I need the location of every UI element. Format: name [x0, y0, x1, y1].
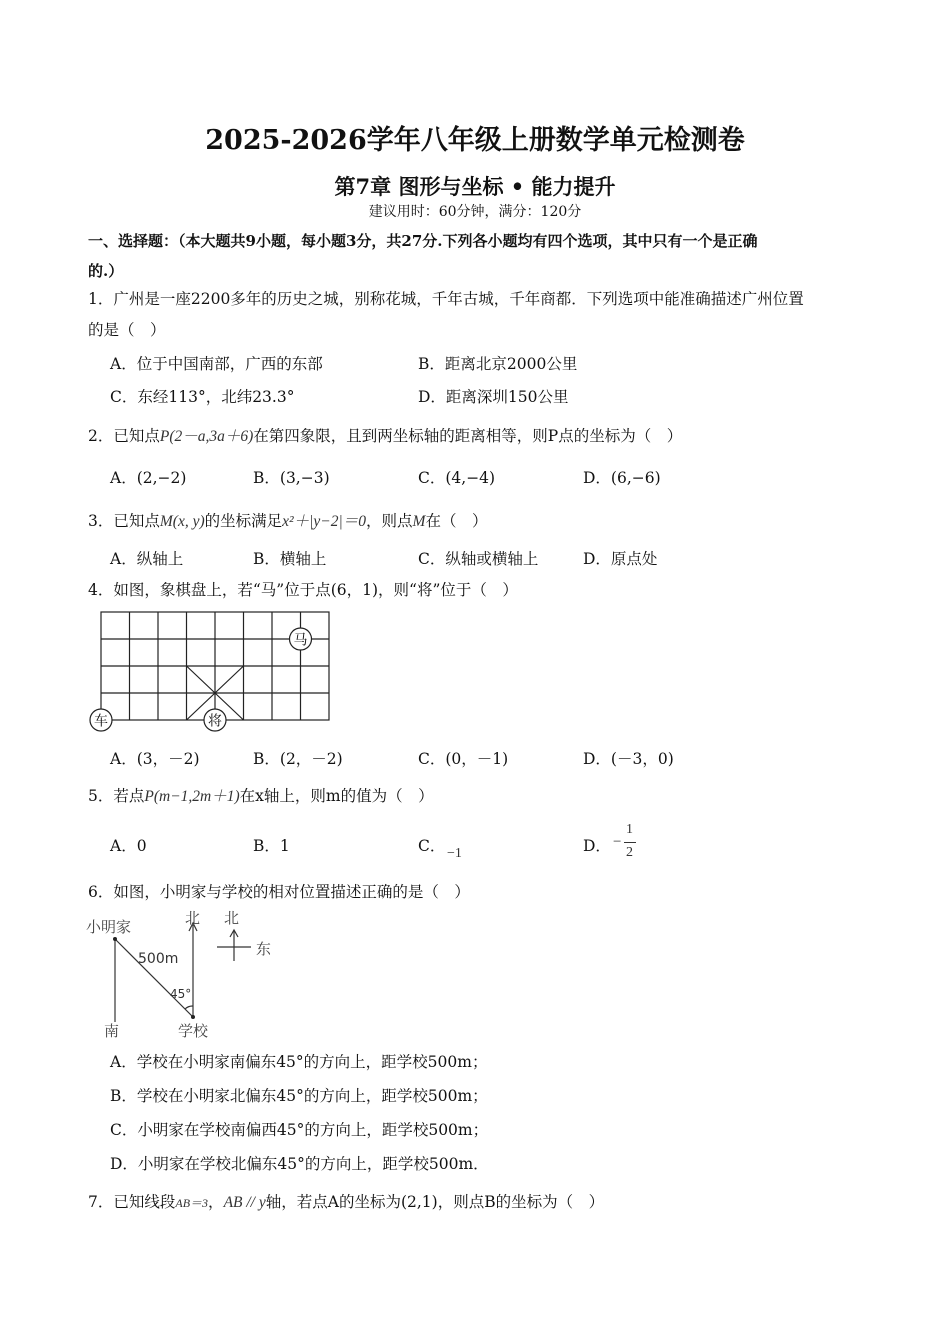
- q7-sep: ，: [208, 1193, 224, 1211]
- q5-option-d-denominator: 2: [626, 845, 633, 860]
- q1-option-c: C．东经113°，北纬23.3°: [110, 388, 295, 406]
- q2-option-c: C．(4,−4): [418, 469, 496, 487]
- section-heading-line2: 的.）: [88, 262, 124, 280]
- q2-point-formula: P(2－a,3a＋6): [159, 428, 254, 445]
- q2-stem: [88, 424, 682, 446]
- home-point: [113, 937, 117, 941]
- q5-stem-post: 在x轴上，则m的值为（ ）: [239, 787, 434, 805]
- q5-option-a: A．0: [110, 837, 147, 855]
- q3-stem: [88, 509, 487, 531]
- chapter-subtitle: 第7章 图形与坐标 • 能力提升: [334, 174, 616, 199]
- piece-jiang-label: 将: [208, 713, 222, 730]
- q3-stem-post: 在（ ）: [425, 512, 488, 530]
- q6-option-a: A．学校在小明家南偏东45°的方向上，距学校500m；: [110, 1053, 488, 1071]
- q1-stem-line2: 的是（ ）: [88, 321, 166, 339]
- q3-point-formula: M(x, y): [159, 513, 205, 530]
- q6-option-d: D．小明家在学校北偏东45°的方向上，距学校500m．: [110, 1155, 489, 1173]
- label-north-2: 北: [224, 909, 240, 927]
- q5-option-c-value: −1: [447, 846, 462, 861]
- q5-option-d-neg: −: [613, 834, 622, 850]
- school-point: [191, 1015, 195, 1019]
- q2-option-a: A．(2,−2): [110, 469, 187, 487]
- section-heading-line1: 一、选择题：（本大题共9小题，每小题3分，共27分.下列各小题均有四个选项，其中只有一个是正确: [88, 232, 758, 250]
- chess-board-figure: [86, 606, 336, 736]
- q3-option-a: A．纵轴上: [110, 550, 184, 568]
- piece-che: [90, 709, 112, 731]
- label-south: 南: [104, 1022, 120, 1040]
- q5-stem-pre: 5．若点: [88, 787, 145, 805]
- q2-option-d: D．(6,−6): [583, 469, 661, 487]
- piece-ma-label: 马: [293, 632, 308, 649]
- time-note: 建议用时：60分钟，满分：120分: [368, 204, 582, 220]
- label-home: 小明家: [86, 918, 132, 936]
- q3-stem-mid2: ，则点: [366, 512, 413, 530]
- q1-option-a: A．位于中国南部，广西的东部: [110, 355, 323, 373]
- q5-stem: [88, 784, 434, 806]
- angle-arc: [185, 1006, 193, 1009]
- q5-option-c-label: C．: [418, 837, 446, 855]
- q3-option-d: D．原点处: [583, 550, 658, 568]
- q6-option-b: B．学校在小明家北偏东45°的方向上，距学校500m；: [110, 1087, 488, 1105]
- page-title: 2025-2026学年八年级上册数学单元检测卷: [205, 125, 745, 156]
- q4-option-c: C．(0，－1): [418, 750, 509, 768]
- q5-fraction-bar: [624, 842, 636, 843]
- q3-stem-pre: 3．已知点: [88, 512, 160, 530]
- q3-stem-mid: 的坐标满足: [204, 512, 283, 530]
- q2-stem-post: 在第四象限，且到两坐标轴的距离相等，则P点的坐标为（ ）: [253, 427, 683, 445]
- q3-option-c: C．纵轴或横轴上: [418, 550, 539, 568]
- q4-option-b: B．(2，－2): [253, 750, 343, 768]
- piece-jiang: [204, 709, 226, 731]
- q2-stem-pre: 2．已知点: [88, 427, 160, 445]
- q4-option-d: D．(－3，0): [583, 750, 674, 768]
- q3-condition-formula: x²＋|y−2|＝0: [282, 513, 367, 530]
- q7-stem-pre: 7．已知线段: [88, 1193, 176, 1211]
- q5-point-formula: P(m−1,2m＋1): [144, 788, 240, 805]
- label-distance: 500m: [138, 951, 179, 967]
- q5-option-b: B．1: [253, 837, 290, 855]
- piece-ma: [290, 628, 312, 650]
- q3-var: M: [412, 513, 426, 530]
- label-north-1: 北: [185, 909, 201, 927]
- q1-option-b: B．距离北京2000公里: [418, 355, 578, 373]
- q1-stem-line1: 1．广州是一座2200多年的历史之城，别称花城，千年古城，千年商都．下列选项中能准确描述广州位置: [88, 290, 804, 308]
- q1-option-d: D．距离深圳150公里: [418, 388, 569, 406]
- q7-ab-formula: AB＝3: [175, 1196, 209, 1210]
- q4-stem: 4．如图，象棋盘上，若“马”位于点(6，1)，则“将”位于（ ）: [88, 581, 518, 599]
- q6-option-c: C．小明家在学校南偏西45°的方向上，距学校500m；: [110, 1121, 489, 1139]
- piece-che-label: 车: [94, 713, 108, 730]
- q7-stem-post: 轴，若点A的坐标为(2,1)，则点B的坐标为（ ）: [265, 1193, 605, 1211]
- q7-stem: [88, 1190, 604, 1212]
- label-school: 学校: [178, 1022, 209, 1040]
- label-east: 东: [256, 940, 272, 958]
- q7-parallel-formula: AB // y: [223, 1194, 266, 1211]
- q3-option-b: B．横轴上: [253, 550, 327, 568]
- q5-option-d-label: D．: [583, 837, 611, 855]
- q4-option-a: A．(3，－2): [110, 750, 200, 768]
- q2-option-b: B．(3,−3): [253, 469, 330, 487]
- q5-option-d-numerator: 1: [626, 822, 633, 837]
- q6-stem: 6．如图，小明家与学校的相对位置描述正确的是（ ）: [88, 883, 470, 901]
- label-angle: 45°: [170, 987, 192, 1001]
- direction-figure: [84, 906, 284, 1042]
